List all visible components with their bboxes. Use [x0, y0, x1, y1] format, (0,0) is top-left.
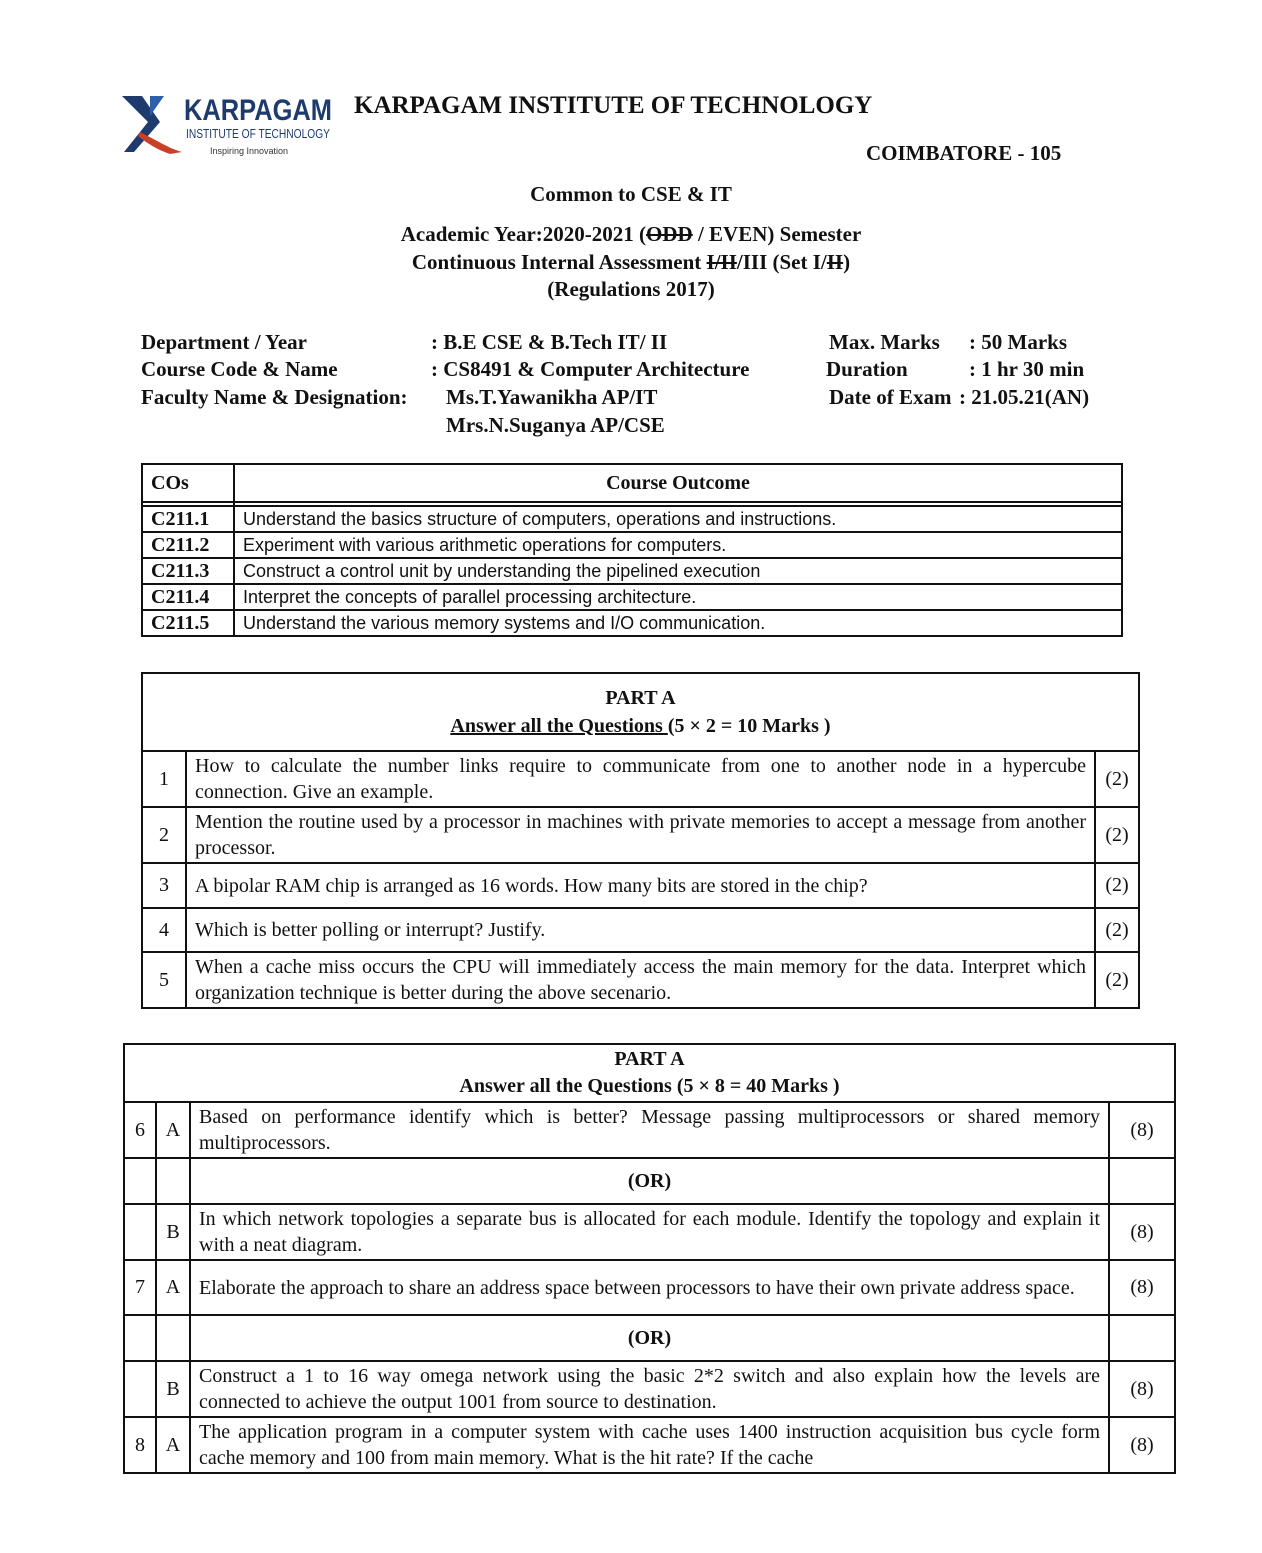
question-text: How to calculate the number links require to communicate from one to another node in a hypercube connection. Give an example.: [186, 751, 1095, 807]
duration-label: Duration: [826, 357, 908, 381]
regulations: (Regulations 2017): [547, 277, 715, 301]
co-col-code: COs: [142, 464, 234, 502]
co-row: [142, 532, 1122, 558]
question-text: Elaborate the approach to share an address space between processors to have their own private address space.: [190, 1260, 1109, 1315]
co-row: [142, 558, 1122, 584]
faculty-value-2: Mrs.N.Suganya AP/CSE: [446, 413, 665, 437]
question-number: 3: [142, 863, 186, 908]
question-option: A: [156, 1102, 190, 1158]
question-marks: (2): [1095, 751, 1139, 807]
academic-year-prefix: Academic Year:2020-2021 (: [400, 222, 647, 246]
question-marks: (2): [1095, 863, 1139, 908]
logo-subtext: INSTITUTE OF TECHNOLOGY: [186, 127, 331, 141]
question-number: 4: [142, 908, 186, 952]
question-text: Mention the routine used by a processor in machines with private memories to accept a message from another processor.: [186, 807, 1095, 863]
part-a-title: PART A: [605, 687, 676, 709]
faculty-label: Faculty Name & Designation:: [141, 385, 408, 409]
co-code: C211.2: [142, 532, 234, 558]
question-option: B: [156, 1204, 190, 1260]
question-option: B: [156, 1361, 190, 1417]
part-a-marks-note: (5 × 2 = 10 Marks ): [667, 715, 831, 737]
question-number: 1: [142, 751, 186, 807]
part-a-header-row: [142, 673, 1139, 751]
question-row: [142, 751, 1139, 807]
question-marks: (8): [1109, 1204, 1175, 1260]
part-b-table: [123, 1043, 1176, 1474]
question-row: [142, 807, 1139, 863]
question-option: A: [156, 1417, 190, 1473]
logo-swoosh-red: [138, 132, 182, 154]
question-marks: (8): [1109, 1361, 1175, 1417]
question-marks: (2): [1095, 807, 1139, 863]
question-text: A bipolar RAM chip is arranged as 16 words. How many bits are stored in the chip?: [186, 863, 1095, 908]
or-row: [124, 1315, 1175, 1361]
co-code: C211.5: [142, 610, 234, 636]
cia-mid: /III (Set I/: [736, 250, 827, 274]
co-row: [142, 584, 1122, 610]
question-row: [124, 1102, 1175, 1158]
co-col-desc: Course Outcome: [234, 464, 1122, 502]
co-desc: Understand the various memory systems and I/O communication.: [234, 610, 1122, 636]
co-code: C211.1: [142, 506, 234, 532]
co-desc: Interpret the concepts of parallel processing architecture.: [234, 584, 1122, 610]
or-label: (OR): [190, 1158, 1109, 1204]
part-b-instruction: Answer all the Questions (5 × 8 = 40 Marks ): [459, 1075, 840, 1097]
cia-prefix: Continuous Internal Assessment: [411, 250, 707, 274]
faculty-value-1: Ms.T.Yawanikha AP/IT: [446, 385, 658, 409]
co-row: [142, 506, 1122, 532]
question-number: 8: [124, 1417, 156, 1473]
assessment-title: [0, 250, 1262, 275]
question-marks: (2): [1095, 952, 1139, 1008]
dept-label: Department / Year: [141, 330, 308, 354]
question-text: Based on performance identify which is better? Message passing multiprocessors or shared memory multiprocessors.: [190, 1102, 1109, 1158]
logo-tagline: Inspiring Innovation: [210, 146, 289, 156]
cia-suffix: ): [843, 250, 851, 274]
co-desc: Construct a control unit by understanding the pipelined execution: [234, 558, 1122, 584]
question-text: The application program in a computer system with cache uses 1400 instruction acquisition bus cycle form cache memory and 100 from main memory. What is the hit rate? If the cache: [190, 1417, 1109, 1473]
question-option: A: [156, 1260, 190, 1315]
question-row: [124, 1260, 1175, 1315]
question-number: 7: [124, 1260, 156, 1315]
question-marks: (8): [1109, 1417, 1175, 1473]
or-row: [124, 1158, 1175, 1204]
max-marks-value: : 50 Marks: [969, 330, 1067, 354]
question-marks: (8): [1109, 1260, 1175, 1315]
question-number: 2: [142, 807, 186, 863]
part-a-instruction-line: [151, 712, 1130, 740]
cia-struck: I/II: [706, 250, 737, 274]
question-row: [142, 863, 1139, 908]
dept-value: : B.E CSE & B.Tech IT/ II: [431, 330, 668, 354]
max-marks-label: Max. Marks: [829, 330, 940, 354]
part-a-header: [142, 673, 1139, 751]
question-text: Which is better polling or interrupt? Justify.: [186, 908, 1095, 952]
question-row: [124, 1361, 1175, 1417]
academic-year-suffix: / EVEN) Semester: [692, 222, 862, 246]
co-row: [142, 610, 1122, 636]
question-text: When a cache miss occurs the CPU will immediately access the main memory for the data. Interpret which organization technique is better during the above secenario.: [186, 952, 1095, 1008]
co-code: C211.3: [142, 558, 234, 584]
cia-set-struck: II: [826, 250, 844, 274]
semester-struck: ODD: [646, 222, 693, 246]
course-outcome-table: [141, 463, 1123, 637]
part-a-table: [141, 672, 1140, 1009]
institute-logo: [120, 92, 335, 158]
co-desc: Understand the basics structure of computers, operations and instructions.: [234, 506, 1122, 532]
part-b-title: PART A: [614, 1048, 685, 1070]
part-a-instruction: Answer all the Questions: [450, 715, 668, 737]
question-row: [142, 908, 1139, 952]
question-row: [142, 952, 1139, 1008]
institute-name: KARPAGAM INSTITUTE OF TECHNOLOGY: [354, 92, 873, 119]
institute-city: COIMBATORE - 105: [866, 141, 1062, 165]
co-code: C211.4: [142, 584, 234, 610]
question-marks: (8): [1109, 1102, 1175, 1158]
co-header-row: [142, 464, 1122, 502]
question-row: [124, 1417, 1175, 1473]
question-number: 6: [124, 1102, 156, 1158]
question-text: In which network topologies a separate bus is allocated for each module. Identify the topology and explain it with a neat diagram.: [190, 1204, 1109, 1260]
academic-year: [0, 222, 1262, 247]
question-marks: (2): [1095, 908, 1139, 952]
duration-value: : 1 hr 30 min: [969, 357, 1085, 381]
part-b-header: [124, 1044, 1175, 1102]
course-label: Course Code & Name: [141, 357, 338, 381]
common-to: Common to CSE & IT: [530, 182, 732, 206]
date-value: : 21.05.21(AN): [959, 385, 1090, 409]
question-row: [124, 1204, 1175, 1260]
or-label: (OR): [190, 1315, 1109, 1361]
date-label: Date of Exam: [829, 385, 952, 409]
question-text: Construct a 1 to 16 way omega network using the basic 2*2 switch and also explain how the levels are connected to achieve the output 1001 from source to destination.: [190, 1361, 1109, 1417]
co-desc: Experiment with various arithmetic operations for computers.: [234, 532, 1122, 558]
question-number: 5: [142, 952, 186, 1008]
part-b-header-row: [124, 1044, 1175, 1102]
course-value: : CS8491 & Computer Architecture: [431, 357, 750, 381]
logo-text: KARPAGAM: [184, 94, 332, 127]
